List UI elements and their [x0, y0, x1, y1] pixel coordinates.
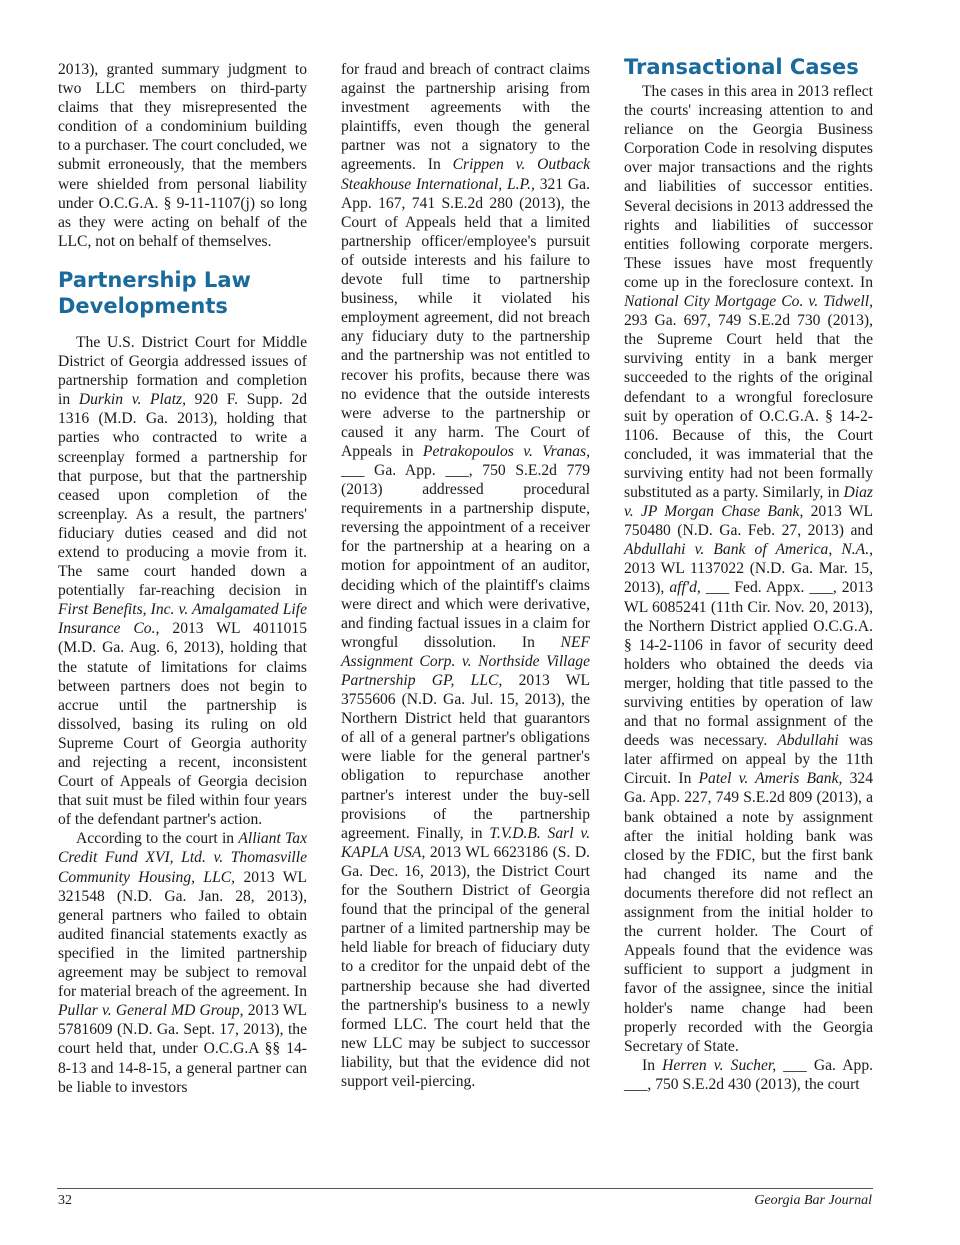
section-heading-partnership: Partnership Law Developments	[58, 267, 251, 318]
middle-paragraph-1: for fraud and breach of contract claims against the partnership arising from investment agreements with the plaintiffs, even though the general partner was not a signatory to the agreements. In Crippen v. Outback Steakhouse International, L.P., 321 Ga. App. 167, 741 S.E.2d 280 (2013), the Court of Appeals held that a limited partnership officer/employee's pursuit of outside interests and his failure to devote full time to partnership business, while it violated his employment agreement, did not breach any fiduciary duty to the partnership and the partnership was not entitled to recover his profits, because there was no evidence that the outside interests were adverse to the partnership or caused it any harm. The Court of Appeals in Petrakopoulos v. Vranas, ___ Ga. App. ___, 750 S.E.2d 779 (2013) addressed procedural requirements in a partnership dispute, reversing the appointment of a receiver for the partnership at a hearing on a motion for appointment of an auditor, deciding which of the plaintiff's claims were direct and which were derivative, and finding factual issues in a claim for wrongful dissolution. In NEF Assignment Corp. v. Northside Village Partnership GP, LLC, 2013 WL 3755606 (N.D. Ga. Jul. 15, 2013), the Northern District held that guarantors of all of a general partner's obligations were liable for the general partner's obligation to repurchase another partner's interest under the buy-sell provisions of the partnership agreement. Finally, in T.V.D.B. Sarl v. KAPLA USA, 2013 WL 6623186 (S. D. Ga. Dec. 16, 2013), the District Court for the Southern District of Georgia found that the principal of the general partner of a limited partnership may be held liable for breach of fiduciary duty to a creditor for the unpaid debt of the partnership because she had diverted the partnership's business to a newly formed LLC. The court held that the new LLC may be subject to successor liability, but that the evidence did not support veil-piercing.	[341, 61, 591, 1090]
journal-title: Georgia Bar Journal	[754, 1193, 872, 1208]
left-paragraph-3: According to the court in Alliant Tax Credit Fund XVI, Ltd. v. Thomasville Community Housing, LLC, 2013 WL 321548 (N.D. Ga. Jan. 28, 2013), general partners who failed to obtain audited financial statements exactly as specified in the limited partnership agreement may be subject to removal for material breach of the agreement. In Pullar v. General MD Group, 2013 WL 5781609 (N.D. Ga. Sept. 17, 2013), the court held that, under O.C.G.A §§ 14-8-13 and 14-8-15, a general partner can be liable to investors	[58, 830, 308, 1096]
right-paragraph-2: In Herren v. Sucher, ___ Ga. App. ___, 750 S.E.2d 430 (2013), the court	[624, 1056, 874, 1093]
left-paragraph-1: 2013), granted summary judgment to two LLC members on third-party claims that they misrepresented the condition of a condominium building to a purchaser. The court concluded, we submit erroneously, that the members were shielded from personal liability under O.C.G.A. § 9-11-1107(j) so long as they were acting on behalf of the LLC, not on behalf of themselves.	[58, 61, 307, 250]
section-heading-transactional: Transactional Cases	[624, 55, 859, 79]
left-paragraph-2: The U.S. District Court for Middle District of Georgia addressed issues of partnership formation and completion in Durkin v. Platz, 920 F. Supp. 2d 1316 (M.D. Ga. 2013), holding that parties who contracted to write a screenplay formed a partnership for that purpose, but that the partnership ceased upon completion of the screenplay. As a result, the partners' fiduciary duties ceased and did not extend to producing a movie from it. The same court handed down a potentially far-reaching decision in First Benefits, Inc. v. Amalgamated Life Insurance Co., 2013 WL 4011015 (M.D. Ga. Aug. 6, 2013), holding that the statute of limitations for claims between partners does not begin to accrue until the partnership is dissolved, basing its ruling on old Supreme Court of Georgia authority and rejecting a recent, inconsistent Court of Appeals of Georgia decision that suit must be filed within four years of the defendant partner's action.	[58, 333, 308, 829]
middle-column	[341, 60, 590, 1091]
footer-divider	[57, 1188, 873, 1189]
right-paragraph-1: The cases in this area in 2013 reflect the courts' increasing attention to and reliance on the Georgia Business Corporation Code in resolving disputes over major transactions and the rights and liabilities of successor entities. Several decisions in 2013 addressed the rights and liabilities of successor entities following corporate mergers. These issues have most frequently come up in the foreclosure context. In National City Mortgage Co. v. Tidwell, 293 Ga. 697, 749 S.E.2d 730 (2013), the Supreme Court held that the surviving entity in a bank merger succeeded to the rights of the original defendant to a wrongful foreclosure suit by operation of O.C.G.A. § 14-2-1106. Because of this, the Court concluded, it was immaterial that the surviving entity had not been formally substituted as a party. Similarly, in Diaz v. JP Morgan Chase Bank, 2013 WL 750480 (N.D. Ga. Feb. 27, 2013) and Abdullahi v. Bank of America, N.A., 2013 WL 1137022 (N.D. Ga. Mar. 15, 2013), aff'd, ___ Fed. Appx. ___, 2013 WL 6085241 (11th Cir. Nov. 20, 2013), the Northern District applied O.C.G.A. § 14-2-1106 in favor of security deed holders who obtained the deeds via merger, holding that title passed to the surviving entities by operation of law and that no formal assignment of the deeds was necessary. Abdullahi was later affirmed on appeal by the 11th Circuit. In Patel v. Ameris Bank, 324 Ga. App. 227, 749 S.E.2d 809 (2013), a bank obtained a note by assignment after the initial holding bank was closed by the FDIC, but the first bank had changed its name and the documents therefore did not reflect an assignment from the initial holder to the current holder. The Court of Appeals found that the evidence was sufficient to support a judgment in favor of the assignee, since the initial holder's name change had been properly recorded with the Georgia Secretary of State.	[624, 83, 873, 1055]
left-column	[58, 60, 307, 1097]
page-number: 32	[58, 1193, 72, 1208]
right-column	[624, 55, 874, 1094]
